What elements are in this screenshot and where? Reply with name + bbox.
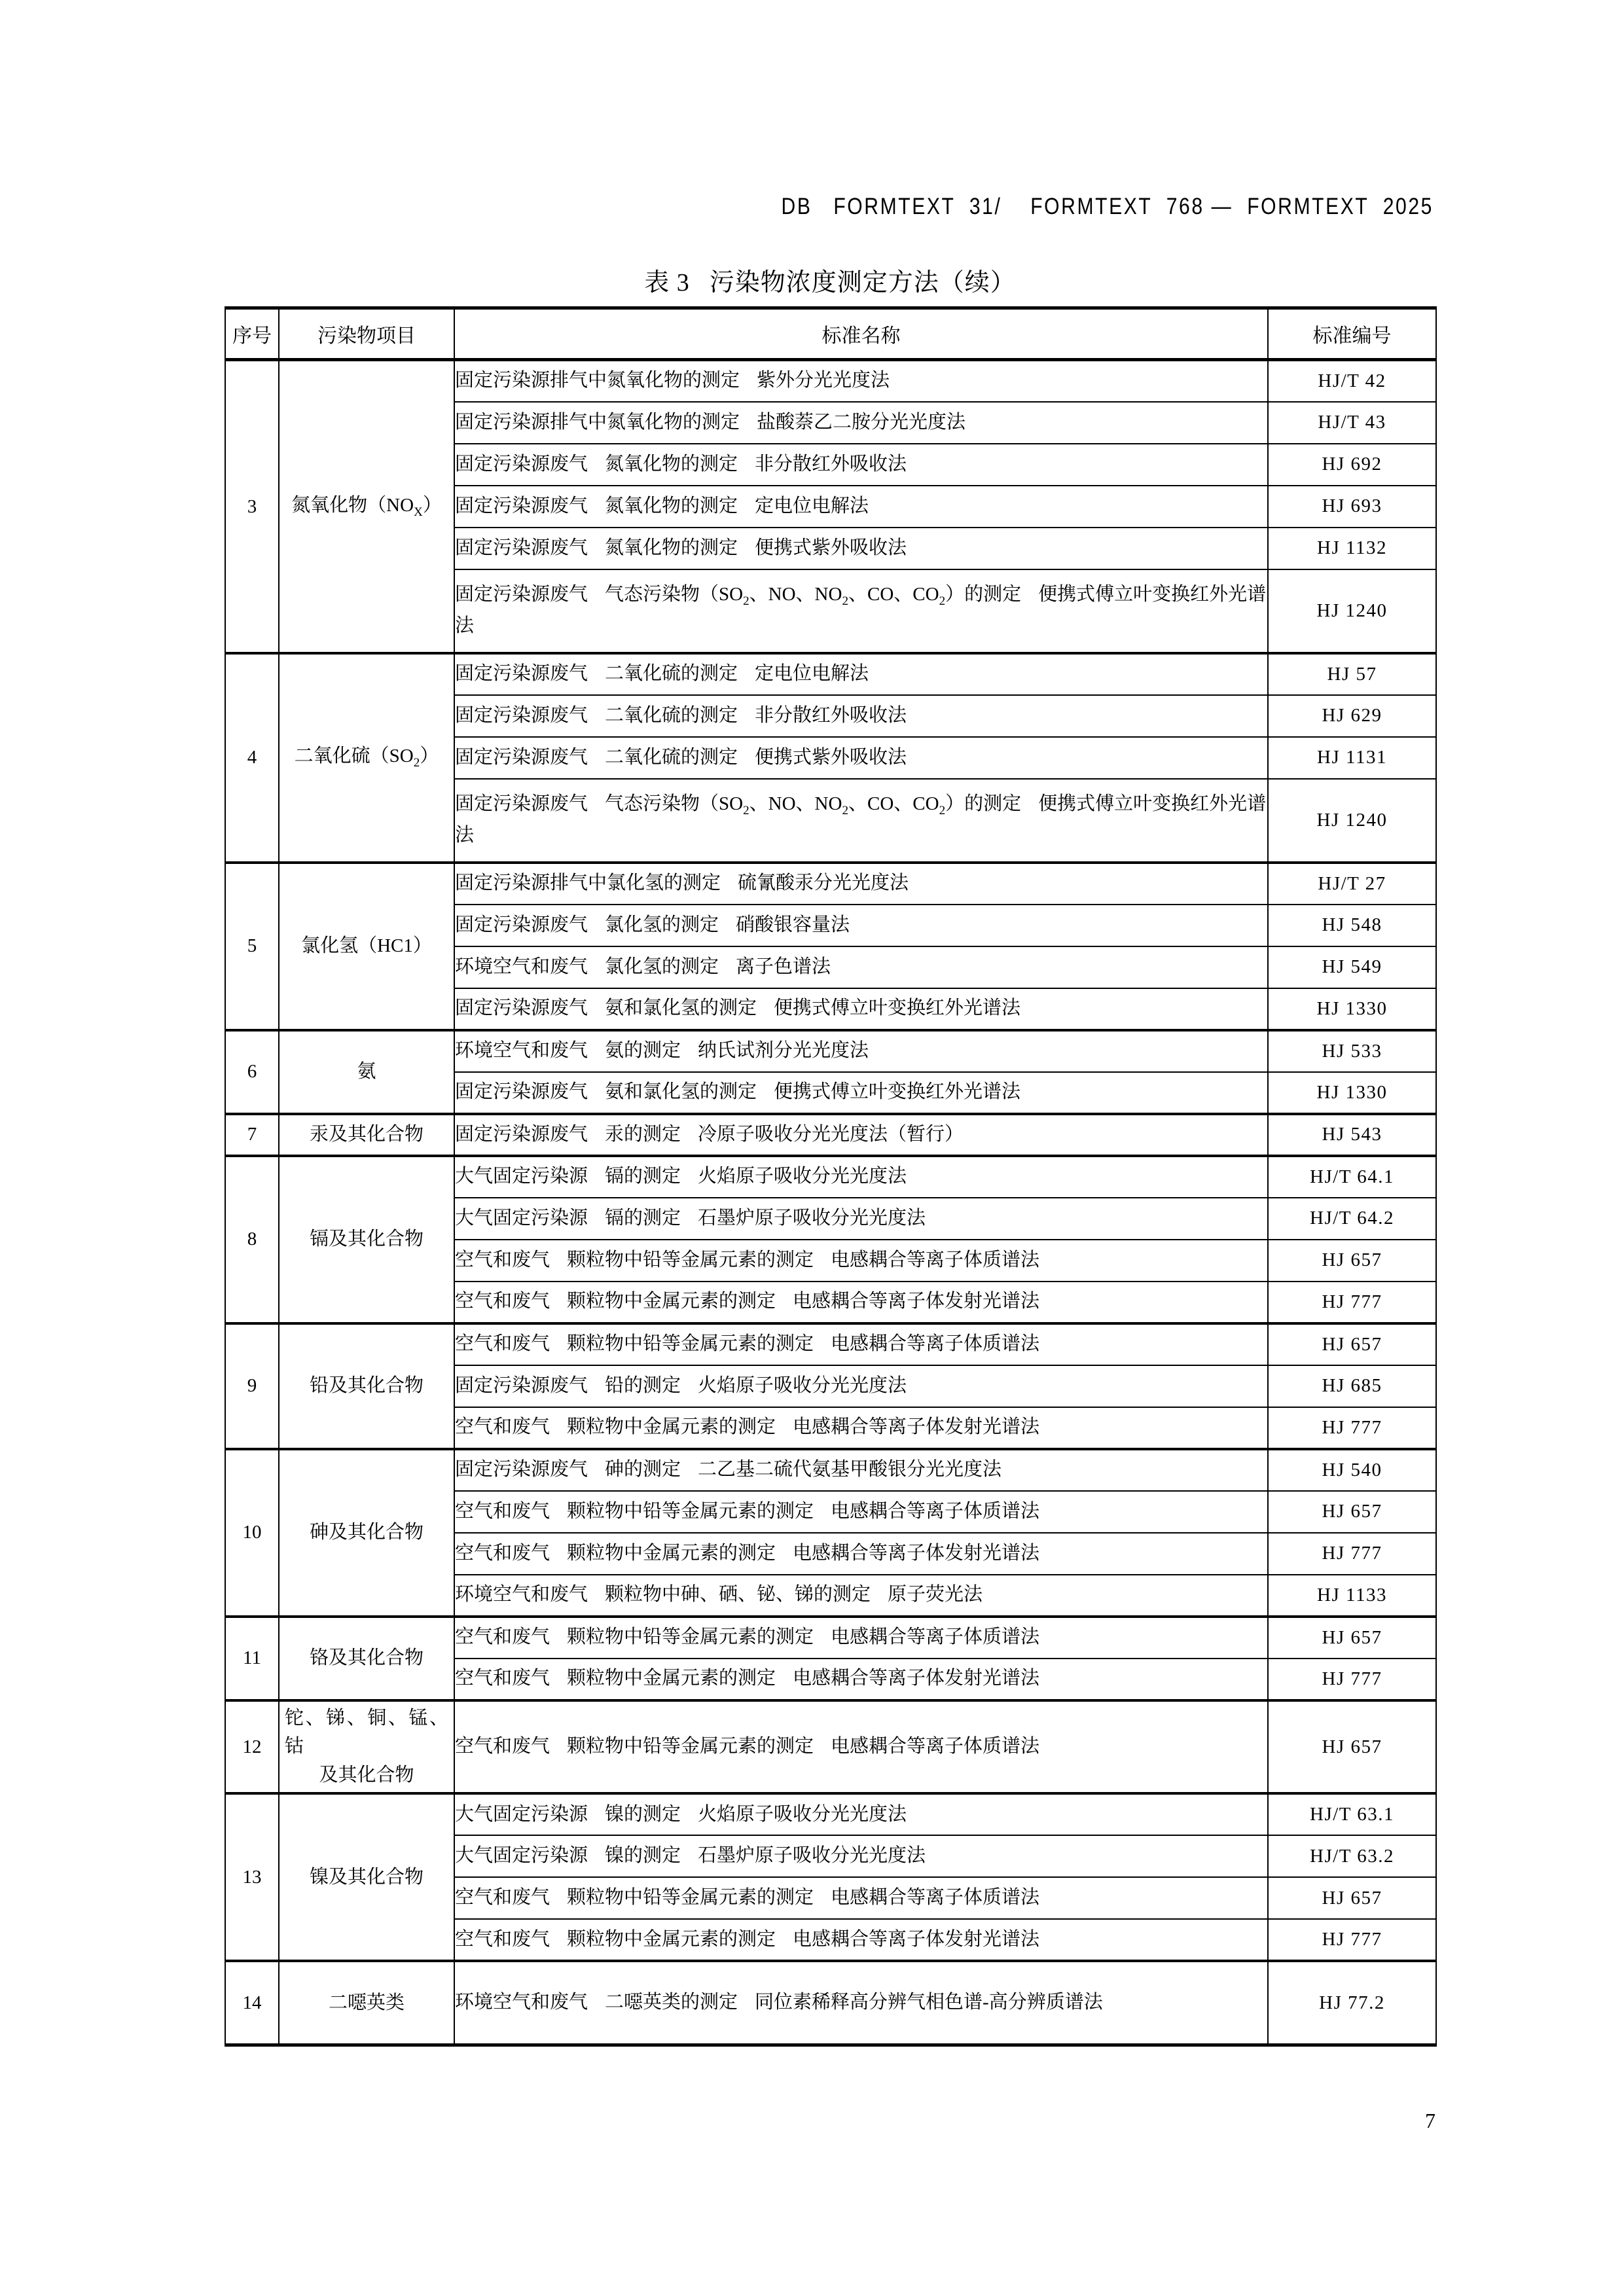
table-row [225,863,1436,905]
table-row [225,653,1436,695]
cell-standard-name: 固定污染源废气 氮氧化物的测定 定电位电解法 [454,486,1268,528]
table-row [225,1156,1436,1198]
cell-standard-code: HJ/T 27 [1268,863,1436,905]
cell-standard-code: HJ/T 42 [1268,360,1436,402]
cell-standard-name: 空气和废气 颗粒物中金属元素的测定 电感耦合等离子体发射光谱法 [454,1407,1268,1449]
cell-standard-code: HJ 693 [1268,486,1436,528]
table-body [225,360,1436,2045]
table-caption-label: 表 3 [644,269,690,296]
cell-standard-code: HJ/T 43 [1268,402,1436,444]
cell-standard-code: HJ/T 63.2 [1268,1835,1436,1877]
running-header: DB FORMTEXT 31/ FORMTEXT 768 — FORMTEXT 2025 [781,194,1434,219]
column-header-name: 标准名称 [454,308,1268,360]
cell-standard-code: HJ/T 64.1 [1268,1156,1436,1198]
cell-pollutant-item: 汞及其化合物 [279,1114,454,1156]
cell-sequence-number: 14 [225,1961,279,2045]
cell-standard-code: HJ 1133 [1268,1575,1436,1617]
cell-standard-code: HJ 777 [1268,1407,1436,1449]
cell-standard-code: HJ 629 [1268,695,1436,737]
table-row [225,1961,1436,2045]
cell-standard-name: 环境空气和废气 二噁英类的测定 同位素稀释高分辨气相色谱-高分辨质谱法 [454,1961,1268,2045]
cell-standard-code: HJ 657 [1268,1877,1436,1919]
cell-standard-code: HJ 77.2 [1268,1961,1436,2045]
cell-standard-code: HJ 1330 [1268,1072,1436,1114]
cell-pollutant-item: 铬及其化合物 [279,1617,454,1700]
cell-standard-name: 固定污染源废气 氨和氯化氢的测定 便携式傅立叶变换红外光谱法 [454,1072,1268,1114]
table-row [225,1617,1436,1659]
cell-standard-name: 固定污染源废气 砷的测定 二乙基二硫代氨基甲酸银分光光度法 [454,1449,1268,1491]
cell-sequence-number: 8 [225,1156,279,1323]
cell-standard-code: HJ 57 [1268,653,1436,695]
table-row [225,360,1436,402]
table-row [225,1323,1436,1365]
cell-pollutant-item: 氨 [279,1030,454,1114]
cell-sequence-number: 5 [225,863,279,1030]
cell-standard-code: HJ 1240 [1268,569,1436,653]
table-row [225,1700,1436,1794]
cell-sequence-number: 10 [225,1449,279,1617]
cell-pollutant-item: 砷及其化合物 [279,1449,454,1617]
cell-standard-name: 大气固定污染源 镍的测定 石墨炉原子吸收分光光度法 [454,1835,1268,1877]
page-number: 7 [1425,2109,1435,2132]
cell-standard-name: 固定污染源排气中氯化氢的测定 硫氰酸汞分光光度法 [454,863,1268,905]
cell-standard-name: 空气和废气 颗粒物中金属元素的测定 电感耦合等离子体发射光谱法 [454,1919,1268,1961]
cell-sequence-number: 3 [225,360,279,653]
cell-sequence-number: 12 [225,1700,279,1794]
cell-standard-name: 固定污染源废气 氮氧化物的测定 便携式紫外吸收法 [454,528,1268,569]
cell-standard-name: 固定污染源废气 二氧化硫的测定 非分散红外吸收法 [454,695,1268,737]
cell-standard-name: 环境空气和废气 氯化氢的测定 离子色谱法 [454,946,1268,988]
cell-standard-code: HJ 1330 [1268,988,1436,1030]
cell-standard-name: 固定污染源排气中氮氧化物的测定 紫外分光光度法 [454,360,1268,402]
cell-standard-name: 固定污染源废气 二氧化硫的测定 定电位电解法 [454,653,1268,695]
cell-standard-code: HJ/T 64.2 [1268,1198,1436,1240]
cell-standard-code: HJ 549 [1268,946,1436,988]
cell-standard-name: 空气和废气 颗粒物中金属元素的测定 电感耦合等离子体发射光谱法 [454,1659,1268,1700]
cell-sequence-number: 13 [225,1793,279,1961]
cell-standard-code: HJ 533 [1268,1030,1436,1072]
cell-standard-code: HJ 540 [1268,1449,1436,1491]
table-row [225,1114,1436,1156]
column-header-code: 标准编号 [1268,308,1436,360]
pollutant-measurement-table [225,306,1437,2047]
cell-standard-name: 固定污染源废气 氮氧化物的测定 非分散红外吸收法 [454,444,1268,486]
cell-standard-name: 空气和废气 颗粒物中铅等金属元素的测定 电感耦合等离子体质谱法 [454,1877,1268,1919]
cell-standard-name: 固定污染源排气中氮氧化物的测定 盐酸萘乙二胺分光光度法 [454,402,1268,444]
table-row [225,1449,1436,1491]
cell-standard-name: 空气和废气 颗粒物中金属元素的测定 电感耦合等离子体发射光谱法 [454,1533,1268,1575]
cell-standard-code: HJ 657 [1268,1617,1436,1659]
column-header-item: 污染物项目 [279,308,454,360]
cell-sequence-number: 6 [225,1030,279,1114]
cell-pollutant-item: 二噁英类 [279,1961,454,2045]
cell-sequence-number: 9 [225,1323,279,1449]
cell-standard-name: 环境空气和废气 颗粒物中砷、硒、铋、锑的测定 原子荧光法 [454,1575,1268,1617]
cell-pollutant-item: 二氧化硫$(SO_2)$ [279,653,454,863]
cell-standard-name: 空气和废气 颗粒物中铅等金属元素的测定 电感耦合等离子体质谱法 [454,1617,1268,1659]
cell-pollutant-item: 氯化氢（HC1） [279,863,454,1030]
cell-standard-name: 固定污染源废气 气态污染物（$SO_2$、NO、$NO_2$、CO、$CO_2$）的测定 便携式傅立叶变换红外光谱法 [454,569,1268,653]
cell-standard-code: HJ 1132 [1268,528,1436,569]
cell-standard-code: HJ/T 63.1 [1268,1793,1436,1835]
cell-standard-name: 固定污染源废气 二氧化硫的测定 便携式紫外吸收法 [454,737,1268,779]
cell-standard-code: HJ 1131 [1268,737,1436,779]
cell-sequence-number: 4 [225,653,279,863]
cell-standard-name: 固定污染源废气 氨和氯化氢的测定 便携式傅立叶变换红外光谱法 [454,988,1268,1030]
cell-standard-code: HJ 657 [1268,1491,1436,1533]
cell-standard-code: HJ 548 [1268,905,1436,946]
cell-pollutant-item: 铅及其化合物 [279,1323,454,1449]
table-row [225,1793,1436,1835]
cell-standard-name: 固定污染源废气 汞的测定 冷原子吸收分光光度法（暂行） [454,1114,1268,1156]
table-caption-title: 污染物浓度测定方法（续） [709,269,1016,296]
table-header-row [225,308,1436,360]
table-row [225,1030,1436,1072]
cell-standard-name: 空气和废气 颗粒物中铅等金属元素的测定 电感耦合等离子体质谱法 [454,1700,1268,1794]
cell-standard-code: HJ 777 [1268,1919,1436,1961]
cell-standard-code: HJ 543 [1268,1114,1436,1156]
cell-standard-name: 空气和废气 颗粒物中铅等金属元素的测定 电感耦合等离子体质谱法 [454,1240,1268,1282]
table-caption [225,262,1435,298]
cell-standard-code: HJ 777 [1268,1659,1436,1700]
cell-standard-name: 固定污染源废气 氯化氢的测定 硝酸银容量法 [454,905,1268,946]
cell-pollutant-item: 氮氧化物$(NO_X)$ [279,360,454,653]
cell-standard-name: 固定污染源废气 铅的测定 火焰原子吸收分光光度法 [454,1365,1268,1407]
table-3-wrapper [225,306,1435,2047]
cell-standard-name: 环境空气和废气 氨的测定 纳氏试剂分光光度法 [454,1030,1268,1072]
cell-standard-name: 大气固定污染源 镉的测定 石墨炉原子吸收分光光度法 [454,1198,1268,1240]
cell-standard-name: 空气和废气 颗粒物中铅等金属元素的测定 电感耦合等离子体质谱法 [454,1323,1268,1365]
cell-standard-code: HJ 777 [1268,1282,1436,1323]
cell-sequence-number: 7 [225,1114,279,1156]
cell-standard-code: HJ 657 [1268,1700,1436,1794]
cell-standard-code: HJ 1240 [1268,779,1436,863]
cell-standard-code: HJ 777 [1268,1533,1436,1575]
table-head [225,308,1436,360]
cell-standard-name: 空气和废气 颗粒物中铅等金属元素的测定 电感耦合等离子体质谱法 [454,1491,1268,1533]
cell-standard-code: HJ 692 [1268,444,1436,486]
cell-standard-name: 大气固定污染源 镉的测定 火焰原子吸收分光光度法 [454,1156,1268,1198]
cell-standard-code: HJ 657 [1268,1240,1436,1282]
column-header-no: 序号 [225,308,279,360]
cell-standard-code: HJ 685 [1268,1365,1436,1407]
cell-sequence-number: 11 [225,1617,279,1700]
cell-standard-name: 空气和废气 颗粒物中金属元素的测定 电感耦合等离子体发射光谱法 [454,1282,1268,1323]
cell-pollutant-item: 铊、锑、铜、锰、钴 及其化合物 [279,1700,454,1794]
cell-pollutant-item: 镍及其化合物 [279,1793,454,1961]
cell-standard-name: 大气固定污染源 镍的测定 火焰原子吸收分光光度法 [454,1793,1268,1835]
cell-standard-code: HJ 657 [1268,1323,1436,1365]
cell-pollutant-item: 镉及其化合物 [279,1156,454,1323]
cell-standard-name: 固定污染源废气 气态污染物（$SO_2$、NO、$NO_2$、CO、$CO_2$）的测定 便携式傅立叶变换红外光谱法 [454,779,1268,863]
